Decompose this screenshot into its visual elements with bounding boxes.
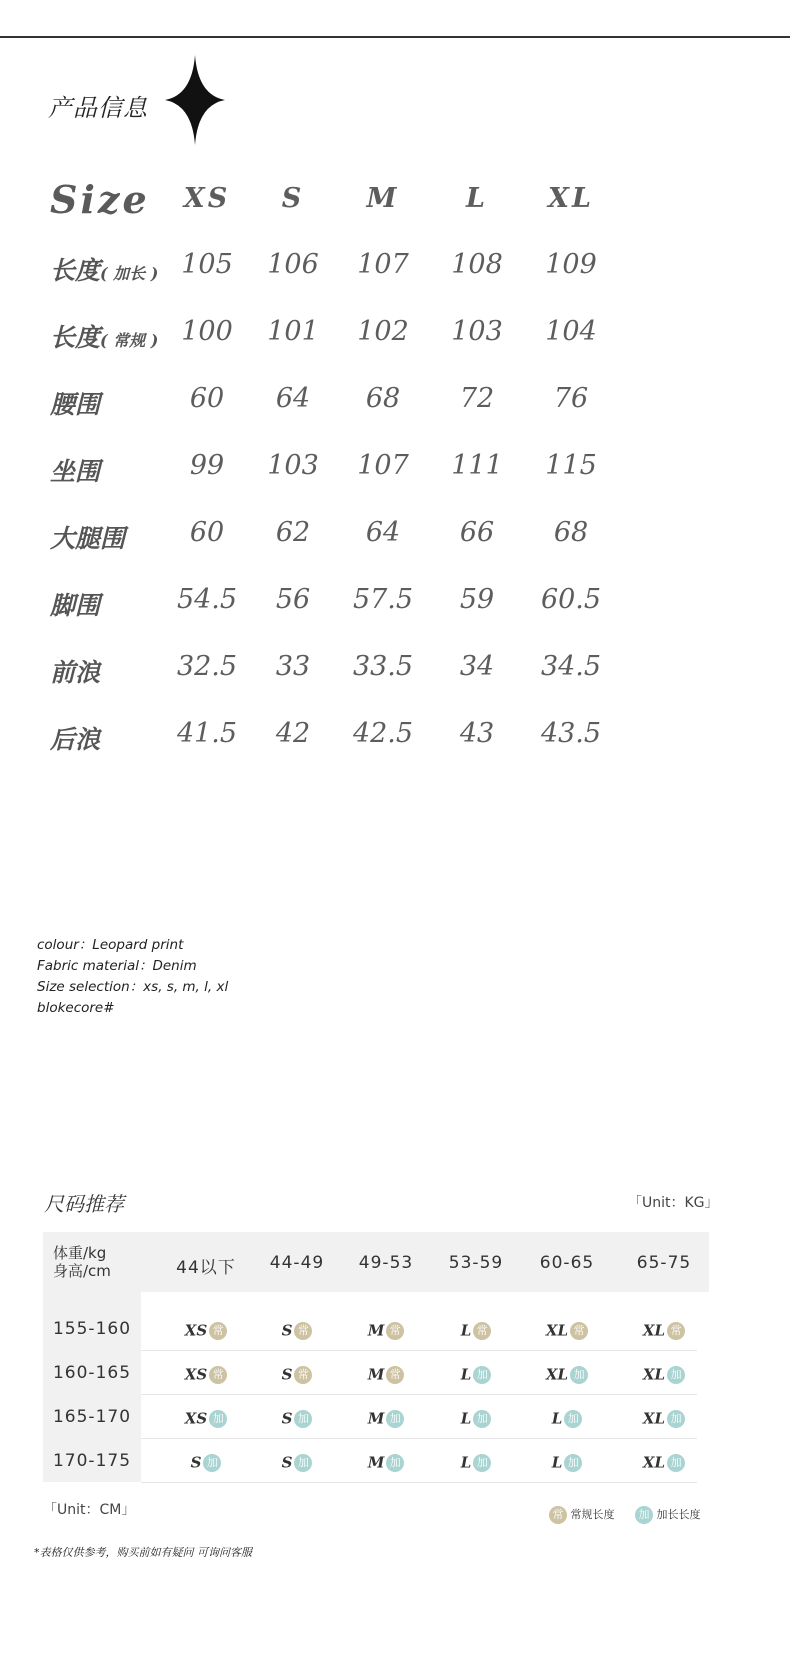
size-row <box>50 249 690 293</box>
recommend-size: XS <box>184 1409 208 1428</box>
size-cell: 43 <box>459 718 495 749</box>
recommend-size: L <box>551 1453 563 1472</box>
size-cell: 66 <box>459 517 495 548</box>
recommend-cell <box>341 1406 431 1430</box>
size-cell: 57.5 <box>352 584 414 615</box>
size-cell: 33 <box>275 651 311 682</box>
recommend-cell <box>161 1362 251 1386</box>
four-point-star-icon <box>165 55 225 145</box>
weight-header: 49-53 <box>358 1253 414 1273</box>
recommend-size: M <box>367 1409 385 1428</box>
recommend-size: XL <box>545 1321 569 1340</box>
recommend-cell <box>341 1450 431 1474</box>
legend-long <box>633 1506 701 1524</box>
recommend-size: M <box>367 1365 385 1384</box>
size-cell: 60.5 <box>540 584 602 615</box>
long-length-badge: 加 <box>294 1454 312 1472</box>
legend-normal <box>547 1506 615 1524</box>
size-cell: 99 <box>189 450 225 481</box>
normal-length-badge: 常 <box>570 1322 588 1340</box>
info-fabric: Fabric material：Denim <box>37 958 197 974</box>
height-label: 170-175 <box>52 1451 132 1471</box>
recommend-cell <box>619 1318 709 1342</box>
size-cell: 32.5 <box>176 651 238 682</box>
long-length-badge: 加 <box>564 1410 582 1428</box>
size-cell: 105 <box>181 249 233 280</box>
recommend-cell <box>431 1406 521 1430</box>
recommend-cell <box>431 1450 521 1474</box>
recommend-size: XS <box>184 1321 208 1340</box>
recommend-cell <box>252 1362 342 1386</box>
row-divider <box>141 1350 697 1351</box>
size-row <box>50 450 690 494</box>
row-divider <box>141 1482 697 1483</box>
size-cell: 76 <box>553 383 589 414</box>
recommend-size: L <box>551 1409 563 1428</box>
size-header-cell: XS <box>183 183 231 214</box>
size-cell: 68 <box>365 383 401 414</box>
recommend-size: S <box>281 1321 293 1340</box>
size-header-label: Size <box>50 177 150 222</box>
recommend-cell <box>341 1362 431 1386</box>
size-cell: 101 <box>267 316 319 347</box>
long-length-badge: 加 <box>667 1410 685 1428</box>
size-row-label <box>50 653 100 689</box>
normal-length-badge: 常 <box>294 1322 312 1340</box>
recommend-size: XL <box>545 1365 569 1384</box>
recommend-size: XL <box>642 1453 666 1472</box>
recommend-size: L <box>460 1365 472 1384</box>
size-cell: 34 <box>459 651 495 682</box>
long-length-badge: 加 <box>386 1410 404 1428</box>
corner-weight: 体重/kg <box>53 1244 107 1262</box>
size-row <box>50 383 690 427</box>
recommend-size: XL <box>642 1409 666 1428</box>
row-divider <box>141 1438 697 1439</box>
top-divider <box>0 36 790 38</box>
size-cell: 43.5 <box>540 718 602 749</box>
recommend-title: 尺码推荐 <box>44 1192 124 1216</box>
size-cell: 107 <box>357 450 409 481</box>
recommend-cell <box>522 1318 612 1342</box>
corner-height: 身高/cm <box>53 1262 111 1280</box>
size-row-label-main: 长度 <box>50 256 101 285</box>
long-length-badge: 加 <box>209 1410 227 1428</box>
height-label: 155-160 <box>52 1319 132 1339</box>
size-cell: 54.5 <box>176 584 238 615</box>
recommend-cell <box>252 1318 342 1342</box>
recommend-cell <box>522 1450 612 1474</box>
height-label: 160-165 <box>52 1363 132 1383</box>
long-length-badge: 加 <box>203 1454 221 1472</box>
recommend-size: S <box>190 1453 202 1472</box>
weight-header: 60-65 <box>539 1253 595 1273</box>
long-length-badge: 加 <box>473 1366 491 1384</box>
size-row-label <box>50 318 158 354</box>
size-cell: 34.5 <box>540 651 602 682</box>
size-header-row <box>50 177 690 225</box>
size-cell: 107 <box>357 249 409 280</box>
long-length-badge: 加 <box>570 1366 588 1384</box>
unit-kg: 「Unit：KG」 <box>628 1195 719 1211</box>
long-length-badge: 加 <box>386 1454 404 1472</box>
recommend-cell <box>161 1318 251 1342</box>
recommend-cell <box>431 1362 521 1386</box>
recommend-size: L <box>460 1321 472 1340</box>
recommend-cell <box>619 1450 709 1474</box>
normal-length-badge: 常 <box>667 1322 685 1340</box>
size-cell: 42.5 <box>352 718 414 749</box>
size-cell: 100 <box>181 316 233 347</box>
long-length-badge: 加 <box>473 1454 491 1472</box>
recommend-cell <box>619 1406 709 1430</box>
disclaimer-note: *表格仅供参考，购买前如有疑问 可询问客服 <box>34 1546 252 1559</box>
size-cell: 72 <box>459 383 495 414</box>
size-row <box>50 651 690 695</box>
long-length-badge: 加 <box>564 1454 582 1472</box>
size-row-label <box>50 720 100 756</box>
size-cell: 33.5 <box>352 651 414 682</box>
size-header-cell: L <box>466 183 488 214</box>
size-cell: 103 <box>451 316 503 347</box>
size-cell: 68 <box>553 517 589 548</box>
recommend-cell <box>252 1406 342 1430</box>
size-row <box>50 517 690 561</box>
size-cell: 103 <box>267 450 319 481</box>
recommend-size: M <box>367 1321 385 1340</box>
size-row-label-sub: ( 常规 ) <box>100 331 159 350</box>
size-cell: 109 <box>545 249 597 280</box>
size-cell: 104 <box>545 316 597 347</box>
recommend-size: S <box>281 1409 293 1428</box>
height-label: 165-170 <box>52 1407 132 1427</box>
page-title: 产品信息 <box>48 94 148 122</box>
unit-cm: 「Unit：CM」 <box>43 1502 136 1518</box>
size-row-label-main: 前浪 <box>50 658 101 687</box>
long-length-badge: 加 <box>667 1366 685 1384</box>
legend-normal-label: 常规长度 <box>570 1508 615 1521</box>
size-row <box>50 718 690 762</box>
size-cell: 60 <box>189 517 225 548</box>
size-header-cell: M <box>366 183 400 214</box>
normal-length-badge: 常 <box>386 1366 404 1384</box>
recommend-cell <box>522 1406 612 1430</box>
normal-length-badge: 常 <box>473 1322 491 1340</box>
legend-normal-badge: 常 <box>549 1506 567 1524</box>
size-cell: 115 <box>545 450 597 481</box>
size-cell: 59 <box>459 584 495 615</box>
size-cell: 111 <box>451 450 503 481</box>
long-length-badge: 加 <box>294 1410 312 1428</box>
normal-length-badge: 常 <box>209 1322 227 1340</box>
recommend-cell <box>619 1362 709 1386</box>
size-row-label-main: 长度 <box>50 323 101 352</box>
size-row-label-main: 后浪 <box>50 725 101 754</box>
recommend-cell <box>522 1362 612 1386</box>
info-size-selection: Size selection：xs, s, m, l, xl <box>37 979 229 995</box>
size-header-cell: S <box>281 183 305 214</box>
recommend-corner <box>53 1244 111 1280</box>
row-divider <box>141 1394 697 1395</box>
recommend-size: XL <box>642 1321 666 1340</box>
size-header-cell: XL <box>548 183 594 214</box>
size-row-label <box>50 251 158 287</box>
long-length-badge: 加 <box>667 1454 685 1472</box>
info-colour: colour：Leopard print <box>37 937 184 953</box>
recommend-size: L <box>460 1453 472 1472</box>
recommend-cell <box>161 1406 251 1430</box>
size-cell: 108 <box>451 249 503 280</box>
recommend-cell <box>161 1450 251 1474</box>
size-row-label-main: 坐围 <box>50 457 101 486</box>
recommend-size: S <box>281 1365 293 1384</box>
weight-header: 44以下 <box>176 1258 236 1278</box>
normal-length-badge: 常 <box>386 1322 404 1340</box>
size-row <box>50 316 690 360</box>
recommend-size: S <box>281 1453 293 1472</box>
recommend-size: XL <box>642 1365 666 1384</box>
size-cell: 62 <box>275 517 311 548</box>
normal-length-badge: 常 <box>209 1366 227 1384</box>
info-tag: blokecore# <box>37 1000 115 1016</box>
size-row-label <box>50 452 100 488</box>
size-row-label-main: 脚围 <box>50 591 101 620</box>
size-cell: 64 <box>365 517 401 548</box>
size-cell: 60 <box>189 383 225 414</box>
size-cell: 42 <box>275 718 311 749</box>
size-row-label <box>50 385 100 421</box>
weight-header: 53-59 <box>448 1253 504 1273</box>
size-row-label-sub: ( 加长 ) <box>100 264 159 283</box>
size-row <box>50 584 690 628</box>
size-cell: 41.5 <box>176 718 238 749</box>
recommend-cell <box>252 1450 342 1474</box>
size-cell: 56 <box>275 584 311 615</box>
weight-header: 65-75 <box>636 1253 692 1273</box>
long-length-badge: 加 <box>473 1410 491 1428</box>
size-cell: 64 <box>275 383 311 414</box>
size-cell: 102 <box>357 316 409 347</box>
recommend-size: L <box>460 1409 472 1428</box>
weight-header: 44-49 <box>269 1253 325 1273</box>
size-row-label-main: 大腿围 <box>50 524 126 553</box>
normal-length-badge: 常 <box>294 1366 312 1384</box>
legend-long-label: 加长长度 <box>656 1508 701 1521</box>
product-info <box>37 935 228 1019</box>
recommend-size: M <box>367 1453 385 1472</box>
recommend-cell <box>431 1318 521 1342</box>
size-row-label <box>50 586 100 622</box>
legend-long-badge: 加 <box>635 1506 653 1524</box>
recommend-size: XS <box>184 1365 208 1384</box>
size-row-label <box>50 519 125 555</box>
size-row-label-main: 腰围 <box>50 390 101 419</box>
recommend-cell <box>341 1318 431 1342</box>
size-cell: 106 <box>267 249 319 280</box>
